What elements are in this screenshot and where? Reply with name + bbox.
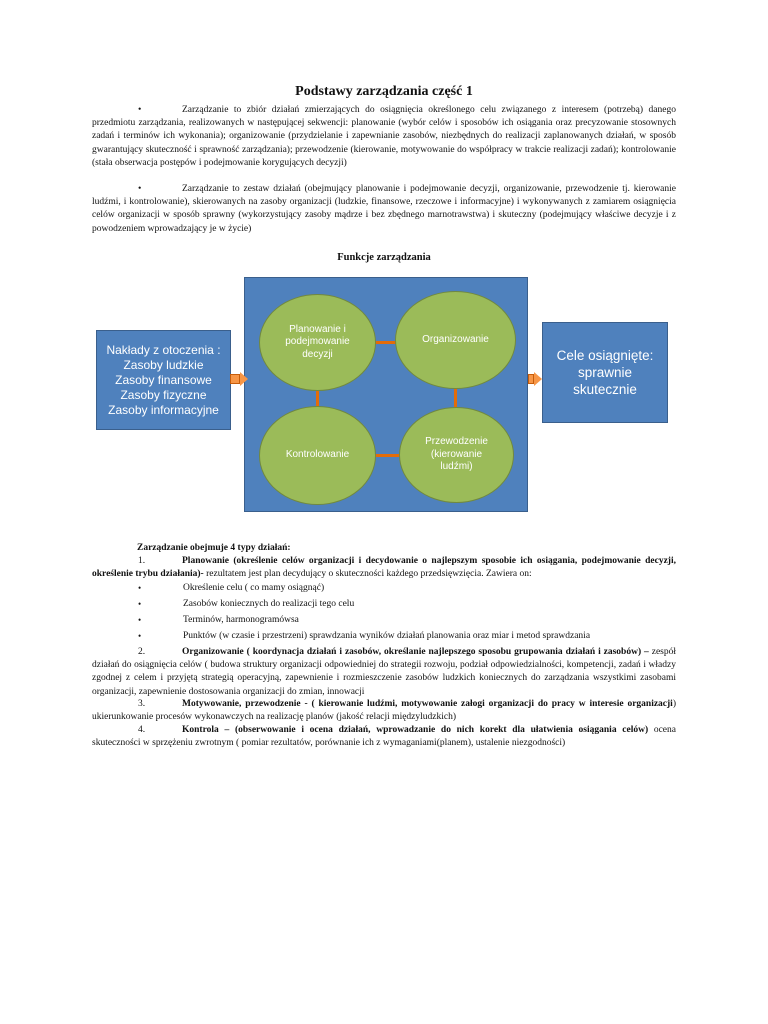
inputs-line: Zasoby informacyjne: [108, 402, 219, 417]
bullet-marker: •: [138, 631, 142, 641]
type-3-bold: Motywowanie, przewodzenie - ( kierowanie ludźmi, motywowanie załogi organizacji do pracy w interesie organizacji: [182, 699, 673, 709]
planning-line: decyzji: [302, 348, 333, 360]
types-heading: Zarządzanie obejmuje 4 typy działań:: [137, 543, 291, 553]
outputs-line: skutecznie: [573, 382, 637, 397]
bullet-marker: •: [138, 105, 142, 115]
leading-circle: [399, 407, 514, 503]
leading-line: (kierowanie: [430, 448, 483, 460]
management-functions-diagram: [96, 277, 668, 513]
type-1-text: rezultatem jest plan decydujący o skuteczności każdego przedsięwzięcia. Zawiera on:: [203, 569, 532, 580]
organizing-label: Organizowanie: [422, 333, 489, 345]
type-2-text: zespół działań do osiągnięcia celów ( budowa struktury organizacji odpowiedniej do strategii rozwoju, podział odpowiedzialności, kompetencji, zadań i władzy zgodnej z celem i przyjętą strategią operacyjną, zapewnienie i rozmieszczenie zasobów ludzkich koniecznych do zarządzania wszystkimi zasobami organizacji, zapewnienie dostosowania organizacji do zmian, innowacji: [92, 647, 676, 697]
type-number: 3.: [138, 699, 146, 709]
outputs-line: Cele osiągnięte:: [556, 348, 654, 363]
type-1-bold: Planowanie (określenie celów organizacji i decydowanie o najlepszym sposobie ich osiągania, podejmowanie decyzji, określenie trybu działania)-: [92, 556, 676, 580]
list-item-text: Punktów (w czasie i przestrzeni) sprawdzania wyników działań planowania oraz miar i metod sprawdzania: [183, 631, 591, 641]
connector-left: [316, 389, 319, 407]
type-2-paragraph: [92, 646, 676, 699]
list-item-text: Terminów, harmonogramówsa: [183, 615, 299, 625]
type-3-text: ) ukierunkowanie procesów wykonawczych na realizację planów (jakość relacji międzyludzkich): [92, 699, 676, 723]
bullet-marker: •: [138, 599, 142, 609]
connector-right: [454, 388, 457, 408]
list-item-text: Określenie celu ( co mamy osiągnąć): [183, 583, 325, 593]
intro-paragraph-2: [92, 183, 676, 236]
inputs-line: Zasoby finansowe: [115, 372, 212, 387]
outputs-line: sprawnie: [577, 365, 633, 380]
bullet-marker: •: [138, 615, 142, 625]
list-item-text: Zasobów koniecznych do realizacji tego celu: [183, 599, 355, 609]
outputs-box: [542, 322, 668, 423]
leading-line: Przewodzenie: [425, 436, 488, 448]
inputs-line: Zasoby ludzkie: [123, 357, 204, 372]
intro-paragraph-1: [92, 104, 676, 170]
type-2-bold: Organizowanie ( koordynacja działań i zasobów, określanie najlepszego sposobu grupowania działań i zasobów) –: [182, 647, 649, 657]
page-title: Podstawy zarządzania część 1: [295, 84, 473, 99]
bullet-marker: •: [138, 184, 142, 194]
type-3-paragraph: [92, 698, 676, 724]
inputs-line: Zasoby fizyczne: [120, 387, 207, 402]
intro-text-2: Zarządzanie to zestaw działań (obejmujący planowanie i podejmowanie decyzji, organizowanie, przewodzenie tj. kierowanie ludźmi, i kontrolowanie), skierowanych na zasoby organizacji (ludzkie, finansowe, rzeczowe i informacyjne) i wykonywanych z zamiarem osiągnięcia celów organizacji w sposób sprawny (wykorzystujący zasoby mądrze i bez zbędnego marnotrawstwa) i skuteczny (podejmujący właściwe decyzje i z powodzeniem wprowadzający je w życie): [92, 184, 676, 234]
intro-text-1: Zarządzanie to zbiór działań zmierzających do osiągnięcia określonego celu związanego z interesem (potrzebą) danego przedmiotu zarządzania, realizowanych w następującej sekwencji: planowanie (wybór celów i sposobów ich osiągania oraz precyzowanie stosownych zadań i terminów ich wykonania); organizowanie (przydzielanie i zapewnianie zasobów, niezbędnych do realizacji zaplanowanych działań, w sposób gwarantujący skuteczność i sprawność zarządzania); przewodzenie (kierowanie, motywowanie do współpracy w trakcie realizacji zadań); kontrolowanie (stała obserwacja postępów i podejmowanie korygujących decyzji): [92, 105, 676, 168]
connector-top: [374, 341, 396, 344]
inputs-line: Nakłady z otoczenia :: [106, 342, 221, 357]
organizing-circle: [395, 291, 516, 389]
type-number: 2.: [138, 647, 146, 657]
type-number: 1.: [138, 556, 146, 566]
controlling-label: Kontrolowanie: [285, 449, 350, 461]
type-1-paragraph: [92, 555, 676, 581]
planning-circle: [259, 294, 376, 391]
type-4-bold: Kontrola – (obserwowanie i ocena działań, wprowadzanie do nich korekt dla ułatwienia osiągania celów): [182, 725, 649, 735]
inputs-box: [96, 330, 231, 430]
type-4-paragraph: [92, 724, 676, 750]
planning-line: Planowanie i: [289, 323, 346, 335]
leading-line: ludźmi): [440, 461, 473, 473]
type-number: 4.: [138, 725, 146, 735]
connector-bottom: [374, 454, 400, 457]
type-4-text: ocena skuteczności w sprzężeniu zwrotnym ( pomiar rezultatów, porównanie ich z wymaganiami(planem), ustalenie niezgodności): [92, 725, 676, 749]
bullet-marker: •: [138, 583, 142, 593]
controlling-circle: [259, 406, 376, 505]
planning-line: podejmowanie: [285, 336, 350, 348]
section-title: Funkcje zarządzania: [337, 252, 431, 263]
